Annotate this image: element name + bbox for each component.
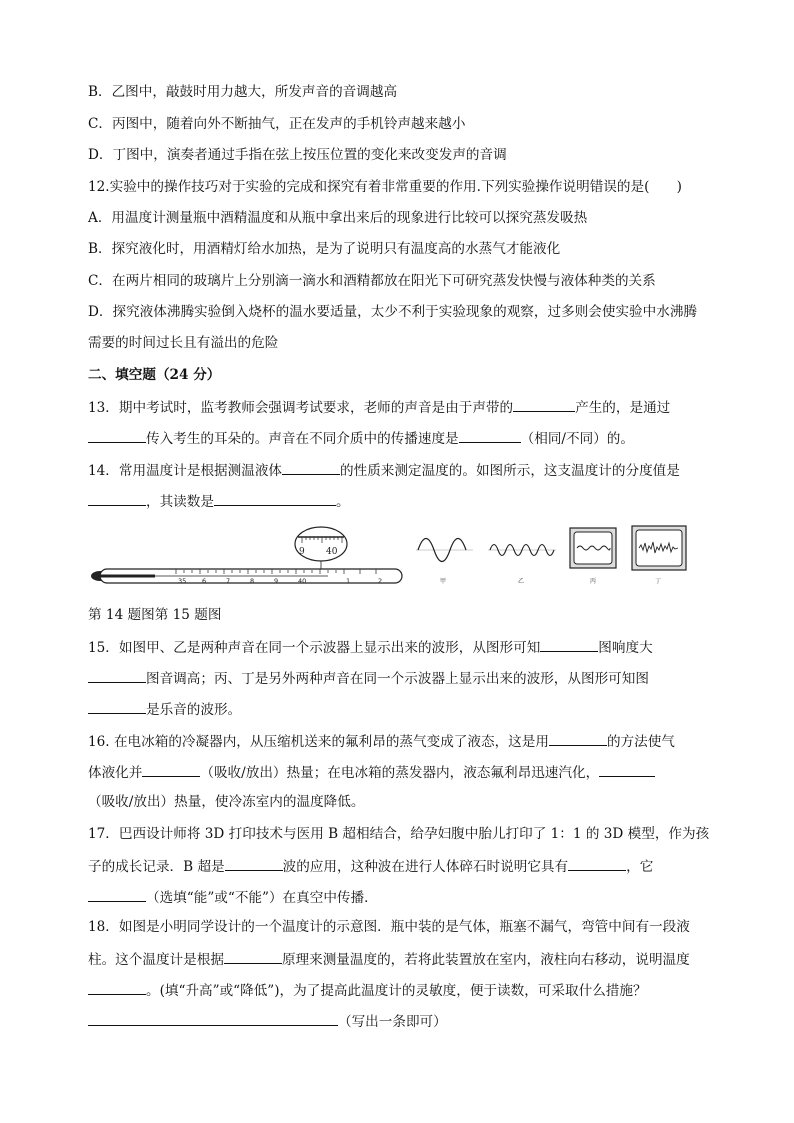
answer-blank[interactable] bbox=[88, 699, 146, 714]
q17-line3 bbox=[88, 887, 378, 907]
q18-line2 bbox=[88, 949, 690, 969]
figure-caption: 第 14 题图第 15 题图 bbox=[88, 607, 222, 623]
scale-label: 40 bbox=[298, 577, 307, 585]
answer-blank[interactable] bbox=[225, 856, 283, 871]
q13-text-2: 产生的，是通过 bbox=[575, 400, 671, 416]
thermometer-image bbox=[91, 527, 402, 585]
answer-blank[interactable] bbox=[282, 460, 340, 475]
q14-text-2: 的性质来测定温度的。如图所示，这支温度计的分度值是 bbox=[340, 463, 680, 479]
q11-option-b: B．乙图中，敲鼓时用力越大，所发声音的音调越高 bbox=[88, 84, 398, 100]
q17-text-1: 子的成长记录．B 超是 bbox=[88, 859, 225, 875]
q13-line1 bbox=[88, 397, 670, 417]
q16-text-4: （吸收/放出）热量；在电冰箱的蒸发器内，液态氟利昂迅速汽化， bbox=[200, 765, 600, 781]
q16-line1 bbox=[88, 731, 675, 751]
answer-blank[interactable] bbox=[214, 491, 336, 506]
q14-text-1: 14．常用温度计是根据测温液体 bbox=[88, 463, 283, 479]
q13-text-4: （相同/不同）的。 bbox=[520, 431, 634, 447]
q13-text-3: 传入考生的耳朵的。声音在不同介质中的传播速度是 bbox=[146, 431, 459, 447]
q18-line3 bbox=[88, 980, 647, 1000]
q15-line3 bbox=[88, 699, 241, 719]
q13-text-1: 13．期中考试时，监考教师会强调考试要求，老师的声音是由于声带的 bbox=[88, 400, 514, 416]
scale-label: 1 bbox=[346, 577, 351, 585]
answer-blank[interactable] bbox=[459, 428, 521, 443]
q15-line2 bbox=[88, 668, 649, 688]
q16-line3: （吸收/放出）热量，使冷冻室内的温度降低。 bbox=[88, 794, 365, 810]
q18-line4 bbox=[88, 1011, 447, 1031]
answer-blank[interactable] bbox=[88, 1011, 338, 1026]
q17-line1: 17．巴西设计师将 3D 打印技术与医用 B 超相结合，给孕妇腹中胎儿打印了 1：1 的 3D 模型，作为孩 bbox=[88, 826, 710, 842]
q15-text-1: 15．如图甲、乙是两种声音在同一个示波器上显示出来的波形，从图形可知 bbox=[88, 640, 541, 656]
oscilloscope-ding bbox=[632, 526, 686, 585]
q16-line2 bbox=[88, 762, 655, 782]
answer-blank[interactable] bbox=[224, 949, 282, 964]
q18-text-3: 。(填“升高”或“降低”)，为了提高此温度计的灵敏度，便于读数，可采取什么措施？ bbox=[146, 983, 647, 999]
q14-line2 bbox=[88, 491, 350, 511]
wave-label: 丁 bbox=[655, 578, 662, 585]
waveform-yi bbox=[488, 545, 556, 586]
answer-blank[interactable] bbox=[549, 731, 607, 746]
q18-text-4: （写出一条即可） bbox=[338, 1014, 447, 1030]
scale-label: 2 bbox=[378, 577, 383, 585]
scale-label: 6 bbox=[202, 577, 207, 585]
scale-label: 8 bbox=[250, 577, 255, 585]
section-heading: 二、填空题（24 分） bbox=[88, 367, 221, 383]
wave-label: 甲 bbox=[440, 578, 447, 585]
q14-text-3: ，其读数是 bbox=[146, 494, 214, 510]
answer-blank[interactable] bbox=[513, 397, 575, 412]
q16-text-1: 16. 在电冰箱的冷凝器内，从压缩机送来的氟利昂的蒸气变成了液态，这是用 bbox=[88, 734, 549, 750]
q14-line1 bbox=[88, 460, 680, 480]
q15-line1 bbox=[88, 637, 653, 657]
answer-blank[interactable] bbox=[88, 668, 146, 683]
q12-option-d-line1: D．探究液体沸腾实验倒入烧杯的温水要适量，太少不利于实验现象的观察，过多则会使实验中水沸腾 bbox=[88, 304, 698, 320]
q18-text-1: 柱。这个温度计是根据 bbox=[88, 952, 224, 968]
q15-text-2: 图响度大 bbox=[598, 640, 653, 656]
q18-text-2: 原理来测量温度的，若将此装置放在室内，液柱向右移动，说明温度 bbox=[281, 952, 690, 968]
answer-blank[interactable] bbox=[88, 491, 146, 506]
q18-line1: 18．如图是小明同学设计的一个温度计的示意图．瓶中装的是气体，瓶塞不漏气，弯管中间有一段液 bbox=[88, 919, 690, 935]
answer-blank[interactable] bbox=[142, 762, 200, 777]
figure-thermometer-and-waves bbox=[88, 523, 688, 591]
q15-text-4: 是乐音的波形。 bbox=[146, 702, 242, 718]
q13-line2 bbox=[88, 428, 634, 448]
answer-blank[interactable] bbox=[540, 637, 598, 652]
q12-stem: 12.实验中的操作技巧对于实验的完成和探究有着非常重要的作用.下列实验操作说明错误的是( ) bbox=[88, 179, 682, 195]
wave-label: 丙 bbox=[590, 578, 597, 585]
zoom-label-left: 9 bbox=[299, 547, 305, 557]
scale-label: 9 bbox=[274, 577, 279, 585]
q15-text-3: 图音调高；丙、丁是另外两种声音在同一个示波器上显示出来的波形，从图形可知图 bbox=[146, 671, 649, 687]
q17-text-2: 波的应用，这种波在进行人体碎石时说明它具有 bbox=[282, 859, 569, 875]
wave-label: 乙 bbox=[518, 578, 525, 585]
q17-text-3: ，它 bbox=[626, 859, 654, 875]
q16-text-3: 体液化并 bbox=[88, 765, 143, 781]
q14-text-4: 。 bbox=[335, 494, 350, 510]
zoom-label-right: 40 bbox=[326, 547, 338, 557]
q16-text-2: 的方法使气 bbox=[606, 734, 675, 750]
answer-blank[interactable] bbox=[88, 428, 146, 443]
q12-option-b: B．探究液化时，用酒精灯给水加热，是为了说明只有温度高的水蒸气才能液化 bbox=[88, 241, 561, 257]
answer-blank[interactable] bbox=[88, 887, 146, 902]
scale-label: 7 bbox=[226, 577, 231, 585]
figure-svg bbox=[88, 523, 688, 591]
q12-option-a: A．用温度计测量瓶中酒精温度和从瓶中拿出来后的现象进行比较可以探究蒸发吸热 bbox=[88, 210, 588, 226]
waveform-jia bbox=[416, 539, 473, 586]
answer-blank[interactable] bbox=[568, 856, 626, 871]
q12-option-d-line2: 需要的时间过长且有溢出的危险 bbox=[88, 335, 279, 351]
q17-text-4: （选填“能”或“不能”）在真空中传播． bbox=[146, 890, 378, 906]
q12-option-c: C．在两片相同的玻璃片上分别滴一滴水和酒精都放在阳光下可研究蒸发快慢与液体种类的关系 bbox=[88, 273, 656, 289]
scale-label: 35 bbox=[178, 577, 187, 585]
oscilloscope-bing bbox=[570, 528, 616, 585]
answer-blank[interactable] bbox=[88, 980, 146, 995]
answer-blank[interactable] bbox=[599, 762, 655, 777]
q11-option-c: C．丙图中，随着向外不断抽气，正在发声的手机铃声越来越小 bbox=[88, 116, 466, 132]
q11-option-d: D．丁图中，演奏者通过手指在弦上按压位置的变化来改变发声的音调 bbox=[88, 147, 507, 163]
q17-line2 bbox=[88, 856, 653, 876]
